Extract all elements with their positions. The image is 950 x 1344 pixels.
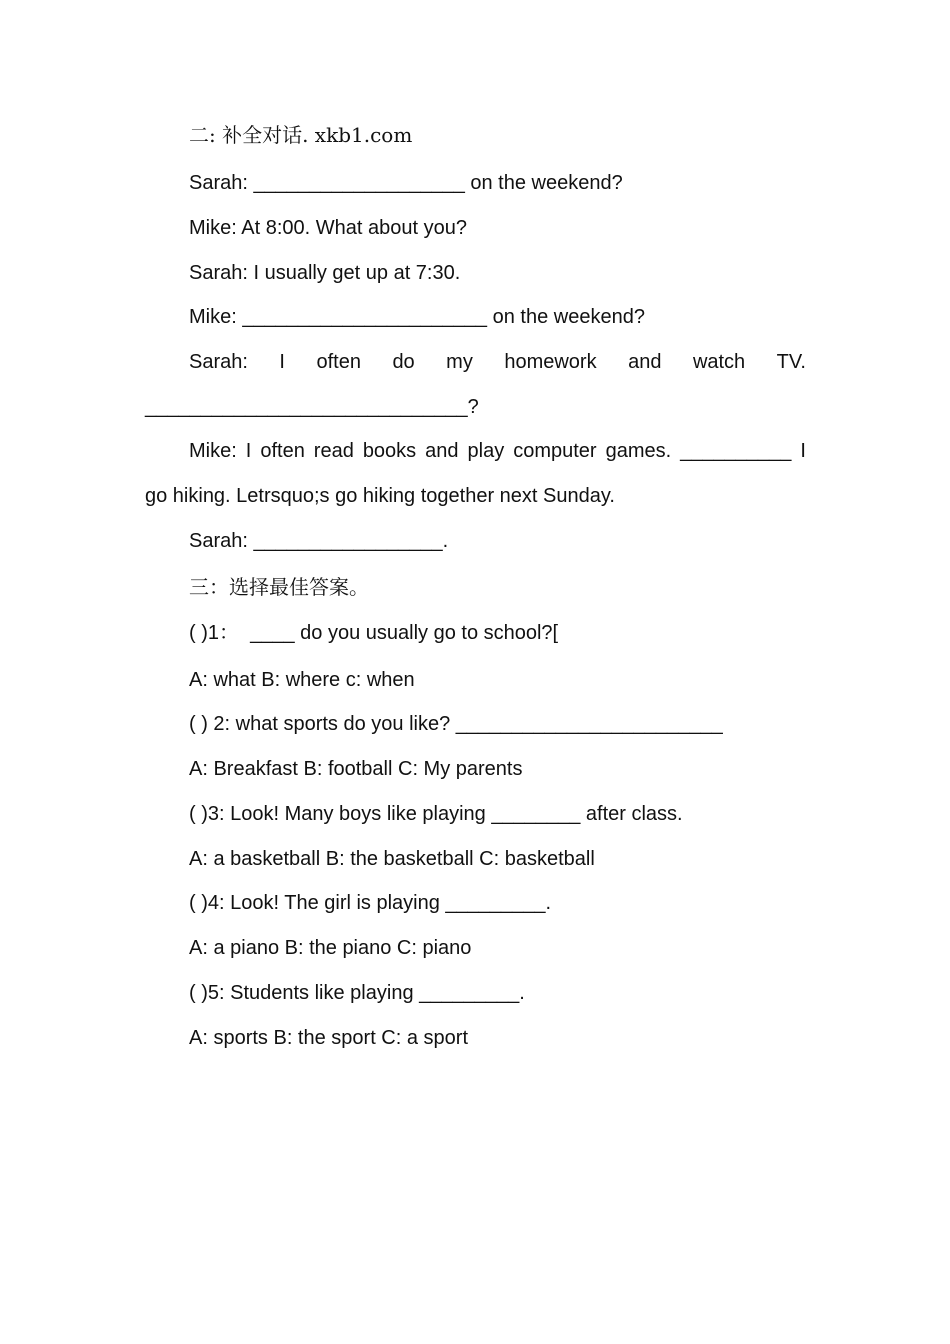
word: games. [605, 440, 672, 462]
word: I [245, 440, 252, 462]
section-3-heading: 三：选择最佳答案。 [189, 575, 369, 599]
word: TV. [776, 351, 806, 373]
word: I [800, 440, 806, 462]
question-2-options: A: Breakfast B: football C: My parents [189, 758, 523, 780]
dialogue-line-1: Sarah: ___________________ on the weekend? [189, 172, 623, 194]
word: books [362, 440, 417, 462]
dialogue-line-3: Sarah: I usually get up at 7:30. [189, 262, 461, 284]
question-4: ( )4: Look! The girl is playing _________. [189, 892, 552, 914]
section-2-heading: 二: 补全对话. xkb1.com [189, 123, 413, 147]
word: __________ [680, 440, 792, 462]
question-2: ( ) 2: what sports do you like? ________________________ [189, 713, 723, 735]
question-4-options: A: a piano B: the piano C: piano [189, 937, 472, 959]
dialogue-line-6-continuation: go hiking. Letrsquo;s go hiking together next Sunday. [145, 485, 615, 507]
word: my [446, 351, 473, 373]
word: often [260, 440, 305, 462]
dialogue-line-5 [189, 349, 806, 375]
word: watch [692, 351, 746, 373]
dialogue-line-2: Mike: At 8:00. What about you? [189, 217, 467, 239]
dialogue-line-4: Mike: ______________________ on the weekend? [189, 306, 645, 328]
word: computer [513, 440, 597, 462]
word: play [467, 440, 505, 462]
question-1-options: A: what B: where c: when [189, 669, 415, 691]
word: and [628, 351, 662, 373]
word: do [392, 351, 415, 373]
question-3-options: A: a basketball B: the basketball C: basketball [189, 848, 595, 870]
word: Mike: [189, 440, 237, 462]
word: I [279, 351, 285, 373]
question-5-options: A: sports B: the sport C: a sport [189, 1027, 469, 1049]
word: Sarah: [189, 351, 248, 373]
question-1: ( )1： ____ do you usually go to school?[ [189, 622, 559, 644]
dialogue-line-6 [189, 438, 806, 464]
word: often [316, 351, 361, 373]
word: and [425, 440, 459, 462]
question-3: ( )3: Look! Many boys like playing ________ after class. [189, 803, 683, 825]
word: homework [504, 351, 597, 373]
question-5: ( )5: Students like playing _________. [189, 982, 525, 1004]
dialogue-line-5-continuation: _____________________________? [145, 396, 479, 418]
word: read [313, 440, 354, 462]
dialogue-line-7: Sarah: _________________. [189, 530, 449, 552]
